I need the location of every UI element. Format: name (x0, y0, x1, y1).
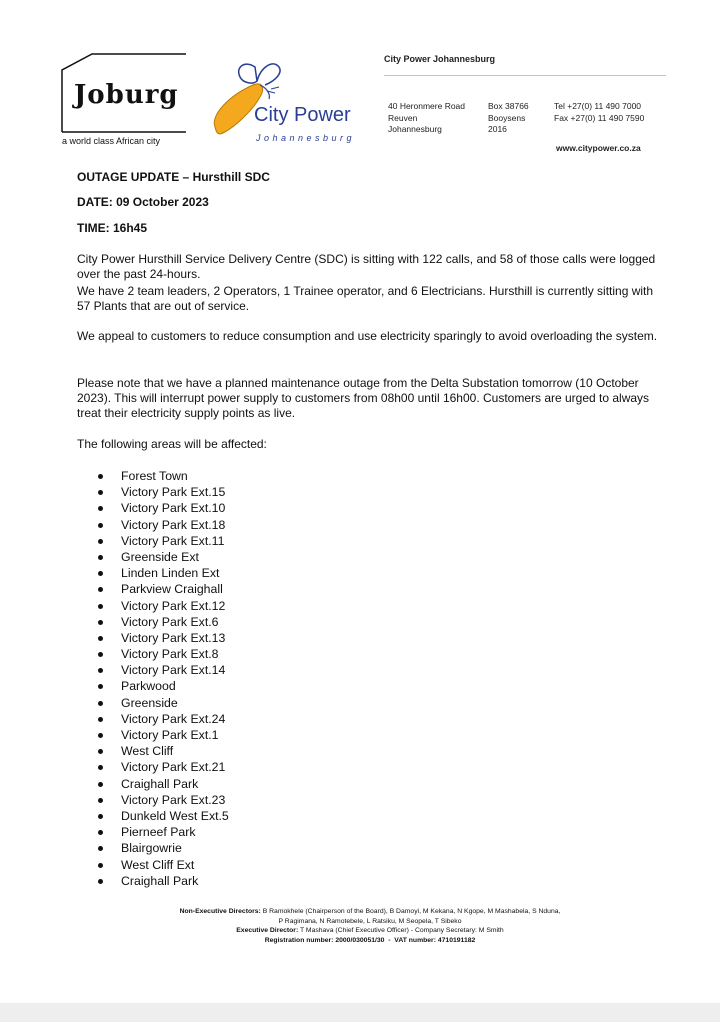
footer-reg-label: Registration number: (264, 936, 334, 944)
list-item (77, 873, 229, 889)
list-item (77, 759, 229, 775)
bullet-icon (98, 733, 103, 738)
bullet-icon (98, 506, 103, 511)
bullet-icon (98, 879, 103, 884)
document-date: DATE: 09 October 2023 (77, 195, 209, 209)
paragraph-areas-intro: The following areas will be affected: (77, 437, 267, 451)
bullet-icon (98, 571, 103, 576)
list-item (77, 549, 229, 565)
bullet-icon (98, 604, 103, 609)
bullet-icon (98, 474, 103, 479)
website-link[interactable]: www.citypower.co.za (556, 143, 641, 153)
citypower-logo-sub: Johannesburg (256, 133, 356, 143)
po-box-line: Box 38766 (488, 101, 529, 111)
bullet-icon (98, 523, 103, 528)
area-name: Victory Park Ext.12 (121, 598, 226, 613)
footer-nonexec-names: B Ramokhele (Chairperson of the Board), B Damoyi, M Kekana, N Kgope, M Mashabela, S Nduna, (262, 908, 561, 915)
po-box-line: 2016 (488, 124, 507, 134)
joburg-logo-text: Joburg (74, 80, 179, 110)
bullet-icon (98, 798, 103, 803)
address-block (388, 101, 465, 136)
list-item (77, 468, 229, 484)
joburg-tagline: a world class African city (62, 136, 161, 146)
bullet-icon (98, 636, 103, 641)
bullet-icon (98, 701, 103, 706)
area-name: Greenside Ext (121, 549, 199, 564)
area-name: Victory Park Ext.23 (121, 792, 226, 807)
area-name: West Cliff (121, 744, 174, 759)
area-name: Victory Park Ext.11 (121, 533, 225, 548)
area-name: Victory Park Ext.13 (121, 630, 226, 645)
area-name: West Cliff Ext (121, 857, 195, 872)
po-box-line: Booysens (488, 112, 526, 123)
list-item (77, 662, 229, 678)
footer-vat-value: 4710191182 (437, 936, 476, 944)
bullet-icon (98, 765, 103, 770)
tel-line: Tel +27(0) 11 490 7000 (554, 101, 642, 111)
area-name: Greenside (121, 695, 178, 710)
footer-nonexec-label: Non-Executive Directors: (179, 908, 261, 915)
company-name: City Power Johannesburg (384, 54, 496, 64)
bullet-icon (98, 782, 103, 787)
area-name: Linden Linden Ext (121, 566, 220, 581)
area-name: Forest Town (121, 469, 188, 483)
footer-reg-value: 2000/030051/30 (335, 936, 385, 944)
list-item (77, 630, 229, 646)
bullet-icon (98, 830, 103, 835)
list-item (77, 614, 229, 630)
bullet-icon (98, 749, 103, 754)
bullet-icon (98, 863, 103, 868)
footer-nonexec-line (110, 907, 630, 917)
bottom-gray-strip (0, 1003, 720, 1022)
address-line: 40 Heronmere Road (388, 101, 466, 111)
list-item (77, 598, 229, 614)
area-name: Craighall Park (121, 873, 199, 888)
bullet-icon (98, 846, 103, 851)
list-item (77, 646, 229, 662)
po-box-block (488, 101, 529, 136)
area-name: Parkview Craighall (121, 582, 223, 597)
footer-exec-line (110, 926, 630, 936)
bullet-icon (98, 684, 103, 689)
citypower-logo-name: City Power (254, 104, 351, 126)
bullet-icon (98, 555, 103, 560)
contact-block (554, 101, 644, 124)
list-item (77, 581, 229, 597)
list-item (77, 824, 229, 840)
list-item (77, 695, 229, 711)
document-time: TIME: 16h45 (77, 221, 148, 235)
list-item (77, 792, 229, 808)
address-line: Reuven (388, 112, 418, 123)
address-line: Johannesburg (388, 124, 442, 134)
footer-nonexec-names-cont: P Ragimana, N Ramotebele, L Ratsiku, M Seopela, T Sibeko (278, 917, 462, 925)
area-name: Victory Park Ext.6 (121, 614, 219, 629)
list-item (77, 776, 229, 792)
footer-registration-line (110, 936, 630, 946)
footer-vat-label: VAT number: (394, 936, 436, 944)
list-item (77, 533, 229, 549)
document-footer (110, 907, 630, 945)
list-item (77, 565, 229, 581)
paragraph-appeal: We appeal to customers to reduce consumption and use electricity sparingly to avoid overloading the system. (77, 329, 658, 343)
area-name: Victory Park Ext.15 (121, 485, 226, 500)
list-item (77, 500, 229, 516)
area-name: Craighall Park (121, 776, 199, 791)
area-name: Victory Park Ext.18 (121, 517, 226, 532)
bullet-icon (98, 490, 103, 495)
document-title: OUTAGE UPDATE – Hursthill SDC (77, 170, 270, 184)
list-item (77, 484, 229, 500)
list-item (77, 727, 229, 743)
area-name: Victory Park Ext.24 (121, 711, 226, 726)
list-item (77, 711, 229, 727)
bullet-icon (98, 587, 103, 592)
bullet-icon (98, 668, 103, 673)
footer-exec-names: T Mashava (Chief Executive Officer) - Company Secretary: M Smith (299, 927, 504, 934)
list-item (77, 743, 229, 759)
bullet-icon (98, 620, 103, 625)
list-item (77, 678, 229, 694)
list-item (77, 857, 229, 873)
footer-separator: - (386, 936, 393, 944)
area-name: Victory Park Ext.21 (121, 760, 226, 775)
footer-exec-label: Executive Director: (236, 927, 299, 934)
paragraph-staff: We have 2 team leaders, 2 Operators, 1 Trainee operator, and 6 Electricians. Hursthill is currently sitting with 57 Plants that are out of service. (77, 284, 654, 313)
paragraph-calls: City Power Hursthill Service Delivery Centre (SDC) is sitting with 122 calls, and 58 of those calls were logged over the past 24-hours. (77, 252, 656, 281)
area-name: Pierneef Park (121, 825, 196, 840)
area-name: Dunkeld West Ext.5 (121, 808, 229, 823)
bullet-icon (98, 539, 103, 544)
header-rule (384, 75, 666, 76)
area-name: Victory Park Ext.10 (121, 501, 226, 516)
area-name: Parkwood (121, 679, 176, 694)
list-item (77, 808, 229, 824)
area-name: Blairgowrie (121, 841, 182, 856)
list-item (77, 517, 229, 533)
area-name: Victory Park Ext.1 (121, 728, 219, 742)
paragraph-maintenance: Please note that we have a planned maintenance outage from the Delta Substation tomorrow (10 October 2023). This will interrupt power supply to customers from 08h00 until 16h00. Customers are urged to always treat their electricity supply points as live. (77, 376, 650, 420)
area-name: Victory Park Ext.14 (121, 663, 226, 678)
affected-areas-list (77, 468, 229, 889)
bullet-icon (98, 652, 103, 657)
bullet-icon (98, 814, 103, 819)
bullet-icon (98, 717, 103, 722)
list-item (77, 840, 229, 856)
area-name: Victory Park Ext.8 (121, 647, 219, 662)
fax-line: Fax +27(0) 11 490 7590 (554, 112, 645, 123)
